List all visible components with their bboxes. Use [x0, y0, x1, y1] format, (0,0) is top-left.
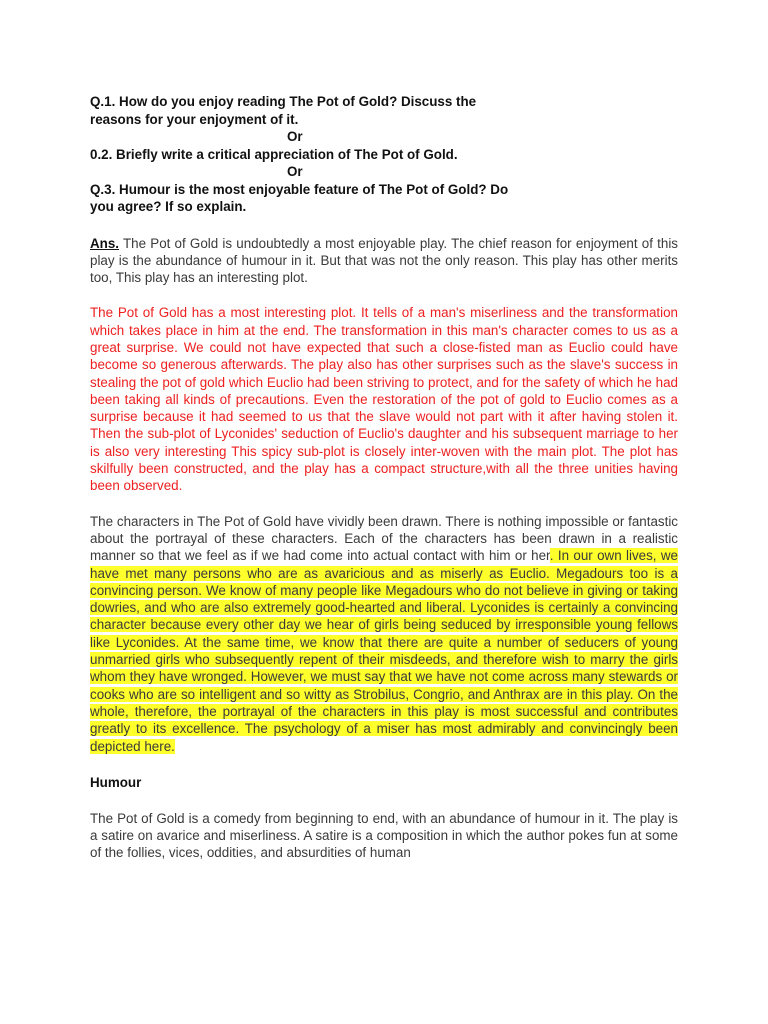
characters-highlighted-text: . In our own lives, we have met many persons who are as avaricious and as miserly as Euclio. Megadours too is a convincing person. We know of many people like Megadours who do not believe in giving or taking dowries, and who are also extremely good-hearted and liberal. Lyconides is certainly a convincing character because every other day we hear of girls being seduced by irresponsible young fellows like Lyconides. At the same time, we know that there are quite a number of seducers of young unmarried girls who subsequently repent of their misdeeds, and therefore wish to marry the girls whom they have wronged. However, we must say that we have not come across many stewards or cooks who are so intelligent and so witty as Strobilus, Congrio, and Anthrax are in this play. On the whole, therefore, the portrayal of the characters in this play is most successful and contributes greatly to its excellence. The psychology of a miser has most admirably and convincingly been depicted here.	[90, 548, 678, 754]
question-1-line-2: reasons for your enjoyment of it.	[90, 111, 299, 127]
answer-paragraph	[90, 235, 678, 287]
questions-block	[90, 93, 678, 216]
question-3-line-1: Q.3. Humour is the most enjoyable feature of The Pot of Gold? Do	[90, 181, 509, 197]
question-2: 0.2. Briefly write a critical appreciation of The Pot of Gold.	[90, 146, 458, 162]
plot-paragraph: The Pot of Gold has a most interesting plot. It tells of a man's miserliness and the transformation which takes place in him at the end. The transformation in this man's character comes to us as a great surprise. We could not have expected that such a close-fisted man as Euclio could have become so generous afterwards. The play also has other surprises such as the slave's success in stealing the pot of gold which Euclio had been striving to protect, and for the safety of which he had been taking all kinds of precautions. Even the restoration of the pot of gold to Euclio comes as a surprise because it had seemed to us that the slave would not part with it after having stolen it. Then the sub-plot of Lyconides' seduction of Euclio's daughter and his subsequent marriage to her is also very interesting This spicy sub-plot is closely inter-woven with the main plot. The plot has skilfully been constructed, and the play has a compact structure,with all the three unities having been observed.	[90, 305, 678, 494]
document-body	[90, 93, 678, 862]
characters-paragraph	[90, 513, 678, 755]
humour-paragraph: The Pot of Gold is a comedy from beginning to end, with an abundance of humour in it. The play is a satire on avarice and miserliness. A satire is a composition in which the author pokes fun at some of the follies, vices, oddities, and absurdities of human	[90, 810, 678, 861]
answer-label: Ans.	[90, 235, 120, 251]
question-1-line-1: Q.1. How do you enjoy reading The Pot of Gold? Discuss the	[90, 94, 477, 109]
or-separator-2: Or	[287, 164, 303, 179]
characters-plain-text: The characters in The Pot of Gold have vividly been drawn. There is nothing impossible or fantastic about the portrayal of these characters. Each of the characters has been drawn in a realistic manner so that we feel as if we had come into actual contact with him or her	[90, 513, 678, 564]
humour-heading: Humour	[90, 774, 142, 790]
answer-text: The Pot of Gold is undoubtedly a most enjoyable play. The chief reason for enjoyment of this play is the abundance of humour in it. But that was not the only reason. This play has other merits too, This play has an interesting plot.	[90, 235, 678, 286]
question-3-line-2: you agree? If so explain.	[90, 199, 247, 214]
or-separator-1: Or	[287, 129, 303, 144]
